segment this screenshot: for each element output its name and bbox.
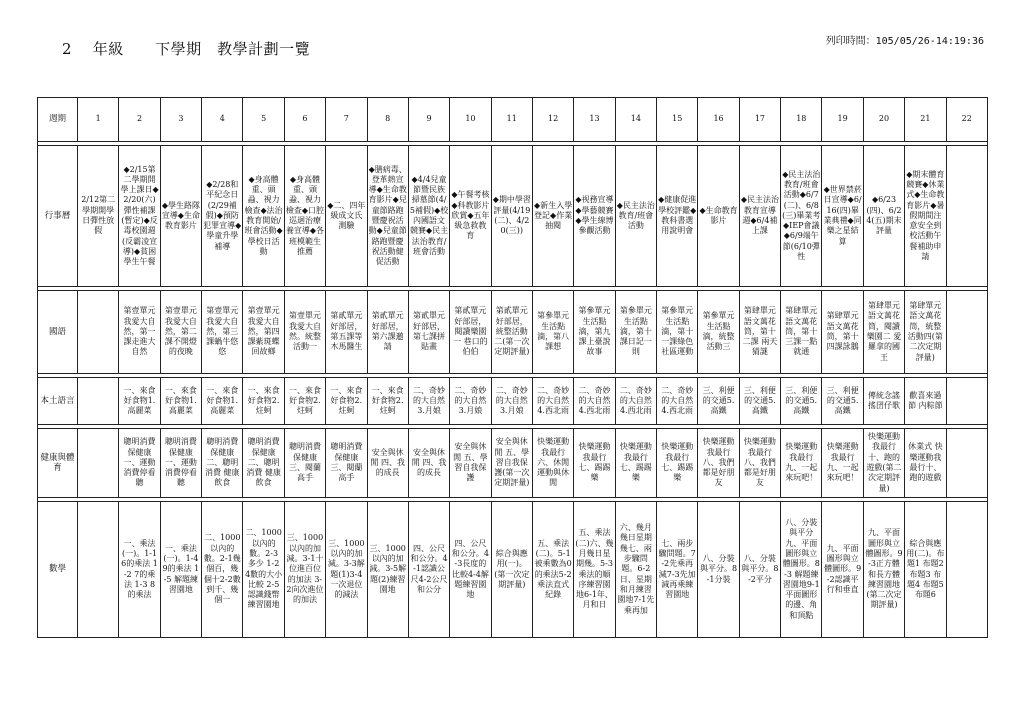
subject-label: 本土語言 [38,378,78,425]
plan-cell: 快樂運動我最行八、我們都是好朋友 [698,429,739,498]
plan-cell: 第貳單元好部居，第六課邀請 [367,291,408,374]
plan-cell: 八、分裝與平分。8-2平分 [739,502,780,638]
plan-cell: 第貳單元好部居，第五課等木馬醫生 [326,291,367,374]
plan-cell: 第參單元生活點滴，第十一課綠色社區運動 [657,291,698,374]
plan-cell: 聰明消費保健康二、聰明消費 健康飲食 [202,429,243,498]
plan-cell: 一、乘法(一)。1-1 6的乘法 1-2 7的乘法 1-3 8的乘法 [119,502,160,638]
plan-cell: 綜合與應用(一)。(第一次定期評量) [491,502,532,638]
week-number: 20 [863,98,904,142]
subject-label: 數學 [38,502,78,638]
plan-cell: ◆膳病毒、登革熱宣導◆生命教育影片◆兒童節路跑暨慶祝活動◆兒童節路跑暨慶祝活動健促活動 [367,146,408,287]
week-number: 2 [119,98,160,142]
plan-cell [78,291,119,374]
week-number: 21 [905,98,946,142]
plan-cell: 第參單元生活點滴，第八課想 [532,291,573,374]
plan-cell: 二、奇妙的大自然3.月娘 [491,378,532,425]
plan-cell: 第貳單元好部居，統整活動二(第一次定期評量) [491,291,532,374]
plan-cell [78,378,119,425]
week-header-label: 週期 [38,98,78,142]
plan-cell: ◆2/15第二學期開學上課日◆2/20(六)彈性補課(暫定)◆反毒校園週(反霸凌宣導)◆貧困學生午餐 [119,146,160,287]
plan-cell: ◆二、四年級成文氏測驗 [326,146,367,287]
plan-cell: 二、奇妙的大自然4.西北雨 [532,378,573,425]
plan-cell: ◆2/28和平紀念日(2/29補假)◆預防犯罪宣導◆學童升學補導 [202,146,243,287]
week-number: 3 [160,98,201,142]
print-time-label: 列印時間： [825,36,876,47]
plan-cell: 2/12第二學期開學日彈性放假 [78,146,119,287]
plan-cell: ◆民主法治教育/班會活動 [615,146,656,287]
plan-cell: 二、1000以內的數。2-3 多少 1-2 4數的大小比較 2-5認識錢幣練習園地 [243,502,284,638]
plan-cell: 第參單元生活點滴，第十課日記一則 [615,291,656,374]
plan-cell: 三、利便的交通5.高鐵 [739,378,780,425]
subject-row-math [38,502,988,638]
plan-cell: 聰明消費保健康三、閱蘭高手 [326,429,367,498]
plan-cell: 快樂運動我最行九、一起來玩吧！ [781,429,822,498]
plan-cell: ◆期末體育競賽◆休業式◆生命教育影片◆暑假期間注意安全到校活動午餐補助申請 [905,146,946,287]
plan-cell: 三、利便的交通5.高鐵 [822,378,863,425]
plan-cell: ◆4/4兒童節暨民族掃墓節(4/5補假)◆校內國語文競賽◆民主法治教育/班會活動 [408,146,449,287]
plan-cell: ◆身高體重、頭蝨、視力檢查◆法治教育開始/班會活動◆學校日活動 [243,146,284,287]
plan-cell: 二、奇妙的大自然4.西北雨 [657,378,698,425]
plan-cell: 第壹單元我愛大自然。統整活動一 [284,291,325,374]
plan-cell: ◆民主法治教育宣導週◆6/4補上課 [739,146,780,287]
plan-cell: ◆期中學習評量(4/19(二)、4/20(三)) [491,146,532,287]
week-number: 15 [657,98,698,142]
plan-cell: 第肆單元語文萬花筒，閱讀樂園二 愛羅拿的國王 [863,291,904,374]
plan-cell: 聰明消費保健康一、運動消費停看聽 [119,429,160,498]
plan-cell: ◆视務宣導◆學藝競賽◆學生線博參觀活動 [574,146,615,287]
plan-cell: 第肆單元語文萬花筒，第十四課詠鵝 [822,291,863,374]
plan-cell: 七、兩步驟問題。7-2先乘再減7-3先加減再乘練習園地 [657,502,698,638]
plan-cell: 安全與休閒 四、我的成長 [408,429,449,498]
week-number: 11 [491,98,532,142]
plan-cell: 安全與休閒 四、我的成長 [367,429,408,498]
plan-cell: 三、1000以內的加減。3-3解題(1)3-4一次退位的減法 [326,502,367,638]
plan-cell: 九、平面圖形與立體圖形。9-2認識平行和垂直 [822,502,863,638]
plan-cell: 快樂運動我最行八、我們都是好朋友 [739,429,780,498]
plan-cell: 三、1000以內的加減。3-5解題(2)練習園地 [367,502,408,638]
plan-cell: 安全與休閒 五、學習自我保護(第一次定期評量) [491,429,532,498]
week-number: 5 [243,98,284,142]
plan-cell: ◆學生路隊宣導◆生命教育影片 [160,146,201,287]
plan-cell [946,378,987,425]
week-number: 8 [367,98,408,142]
plan-cell: 歡喜來過節 内粽節 [905,378,946,425]
plan-cell: 第壹單元我愛大自然，第四課紫斑蝶回故鄉 [243,291,284,374]
week-number: 4 [202,98,243,142]
print-time-value: 105/05/26-14:19:36 [875,36,984,47]
plan-cell: 三、1000以內的加減。3-1十位進百位的加法 3-2向次進位的加法 [284,502,325,638]
plan-cell: ◆新生入學登記◆作業抽閱 [532,146,573,287]
plan-cell: 第壹單元我愛大自然，第二課不開燈的夜晚 [160,291,201,374]
week-number: 22 [946,98,987,142]
week-number: 13 [574,98,615,142]
plan-cell: 一、來食好食物1.高麗菜 [160,378,201,425]
subject-label: 國語 [38,291,78,374]
teaching-plan-table [37,97,988,638]
plan-cell: 第貳單元好部居，第七課拼貼畫 [408,291,449,374]
plan-cell: 一、來食好食物2.炷蚵 [367,378,408,425]
plan-cell: 休業式 快樂運動我最行十、跑的遊戲 [905,429,946,498]
plan-cell: 第肆單元語文萬花筒，第十三課一點就通 [781,291,822,374]
plan-cell: 第參單元生活點滴，統整活動三 [698,291,739,374]
plan-cell: 一、來食好食物2.炷蚵 [284,378,325,425]
subject-row-chinese [38,291,988,374]
week-number: 7 [326,98,367,142]
plan-cell: 一、來食好食物2.炷蚵 [326,378,367,425]
print-time [826,32,984,47]
plan-cell: 快樂運動我最行十、跑的遊戲(第二次定期評量) [863,429,904,498]
week-header-row [38,98,988,142]
plan-cell: 八、分裝與平分。8-1分裝 [698,502,739,638]
plan-cell [78,502,119,638]
plan-cell: 第肆單元語文萬花筒，統整活動四(第二次定期評量) [905,291,946,374]
week-number: 9 [408,98,449,142]
subject-label: 行事曆 [38,146,78,287]
plan-cell: 一、來食好食物1.高麗菜 [202,378,243,425]
plan-cell: 三、利便的交通5.高鐵 [781,378,822,425]
plan-cell: 五、乘法(二)。5-1 被乘數為0的乘法5-2乘法直式紀錄 [532,502,573,638]
plan-cell: 快樂運動我最行九、一起來玩吧！ [822,429,863,498]
week-number: 1 [78,98,119,142]
plan-cell: 第壹單元我愛大自然，第一課走進大自然 [119,291,160,374]
plan-cell: ◆生命教育影片 [698,146,739,287]
plan-cell: ◆健康促進學校評鑑◆教科書選用說明會 [657,146,698,287]
plan-cell: 傳統念謠 搖囝仔歌 [863,378,904,425]
plan-cell: ◆6/23(四)、6/24(五)期末評量 [863,146,904,287]
week-number: 17 [739,98,780,142]
plan-cell: 二、奇妙的大自然3.月娘 [408,378,449,425]
plan-cell: 聰明消費保健康二、聰明消費 健康飲食 [243,429,284,498]
plan-cell: 一、來食好食物2.炷蚵 [243,378,284,425]
plan-cell: 四、公尺和公分。4-3長度的比較4-4解題練習園地 [450,502,491,638]
week-number: 12 [532,98,573,142]
week-number: 18 [781,98,822,142]
plan-cell: 二、奇妙的大自然4.西北雨 [574,378,615,425]
week-number: 14 [615,98,656,142]
subject-row-native-language [38,378,988,425]
plan-cell [946,146,987,287]
plan-cell: 快樂運動我最行六、休閒運動與休閒 [532,429,573,498]
plan-cell: 快樂運動我最行七、踢踢樂 [657,429,698,498]
plan-cell: 四、公尺和公分。4-1認識公尺4-2公尺和公分 [408,502,449,638]
week-number: 6 [284,98,325,142]
plan-cell: 五、乘法(二)六、幾月幾日星期幾。5-3 乘法的順序練習園地6-1年、月和日 [574,502,615,638]
plan-cell: 八、分裝與平分九、平面圖形與立體圖形。8-3 解題練習園地9-1平面圖形的邊、角和頂點 [781,502,822,638]
plan-cell [946,429,987,498]
plan-cell: 二、1000以內的數。2-1幾個百，幾個十2-2數到千、幾個一 [202,502,243,638]
plan-cell [946,291,987,374]
plan-cell [946,502,987,638]
plan-cell: 第肆單元語文萬花筒，第十二課 兩天猜謎 [739,291,780,374]
subject-row-health-pe [38,429,988,498]
plan-cell: 三、利便的交通5.高鐵 [698,378,739,425]
plan-cell: ◆民主法治教育/班會活動◆6/7(二)、6/8(三)畢業考◆IEP會議◆6/9端午節(6/10彈性 [781,146,822,287]
page-title: 2 年級 下學期 教學計劃一覽 [62,40,311,58]
plan-cell: 第壹單元我愛大自然，第三課蝸牛悠悠 [202,291,243,374]
plan-cell: ◆身高體重、頭蝨、視力檢查◆口腔巡迴治療養宣導◆各班模範生推薦 [284,146,325,287]
plan-cell: ◆午餐考核◆科教影片欣賞◆五年級急救教育 [450,146,491,287]
plan-cell: 九、平面圖形與立體圖形。9-3正方體和長方體練習園地(第二次定期評量) [863,502,904,638]
plan-cell: 第參單元生活點滴，第九課上臺說故事 [574,291,615,374]
week-number: 19 [822,98,863,142]
plan-cell: 二、奇妙的大自然4.西北雨 [615,378,656,425]
plan-cell: 綜合與應用(二)。布題1 布題2 布題3 布題4 布題5 布題6 [905,502,946,638]
plan-cell: 二、奇妙的大自然3.月娘 [450,378,491,425]
week-number: 10 [450,98,491,142]
plan-cell: 六、幾月幾日星期幾七、兩步驟問題。6-2日、星期和月練習園地7-1先乘再加 [615,502,656,638]
plan-cell: 聰明消費保健康一、運動消費停看聽 [160,429,201,498]
plan-cell: 第貳單元好部居，閱讀樂園一 巷口的伯伯 [450,291,491,374]
subject-label: 健康與體育 [38,429,78,498]
subject-row-events [38,146,988,287]
plan-cell [78,429,119,498]
plan-cell: 一、來食好食物1.高麗菜 [119,378,160,425]
week-number: 16 [698,98,739,142]
plan-cell: ◆世界禁菸日宣導◆6/16(四)畢業典禮◆同樂之星結算 [822,146,863,287]
plan-cell: 安全與休閒 五、學習自我保護 [450,429,491,498]
plan-cell: 一、乘法(一)。1-4 9的乘法 1-5 解題練習園地 [160,502,201,638]
plan-cell: 快樂運動我最行七、踢踢樂 [574,429,615,498]
plan-cell: 快樂運動我最行七、踢踢樂 [615,429,656,498]
plan-cell: 聰明消費保健康三、閱蘭高手 [284,429,325,498]
